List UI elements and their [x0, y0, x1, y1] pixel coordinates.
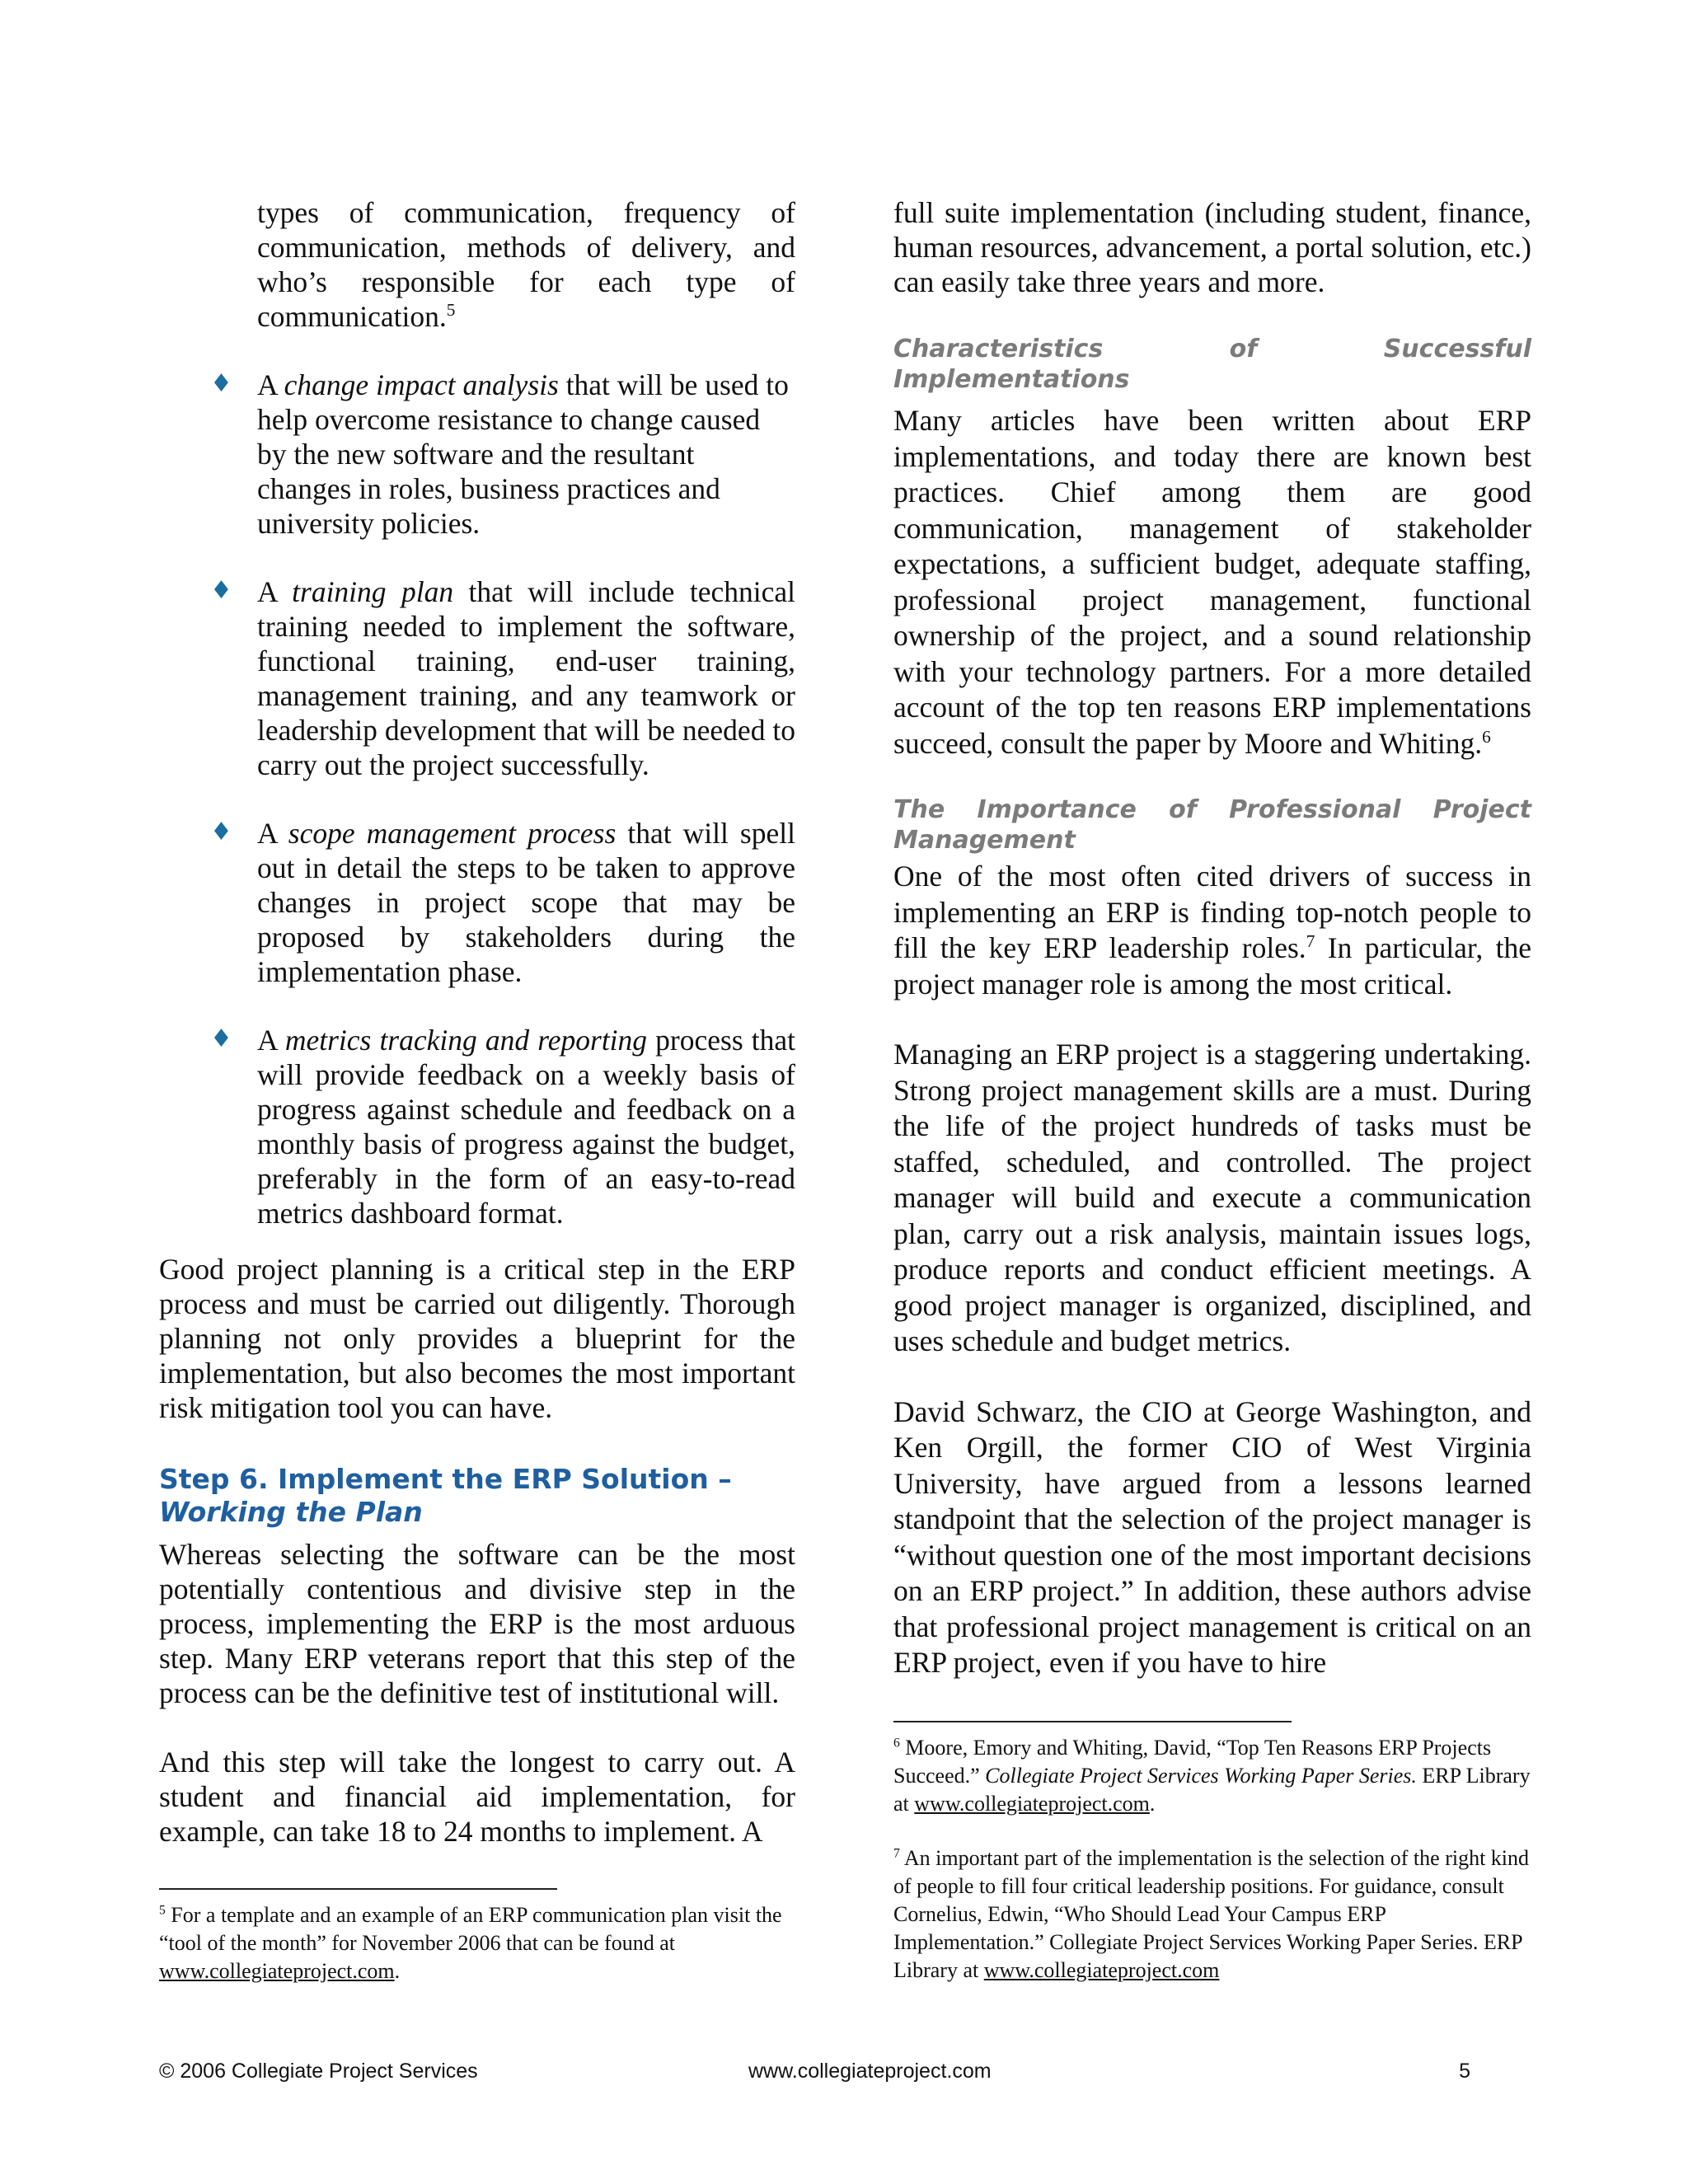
characteristics-paragraph: Many articles have been written about ERP implementations, and today there are known best practices. Chief among them are good communication, management of stakeholder expectations, a sufficient budget, adequate staffing, professional project management, functional ownership of the project, and a sound relationship with your technology partners. For a more detailed account of the top ten reasons ERP implementations succeed, consult the paper by Moore and Whiting.$^6$ [893, 404, 1531, 760]
bullet-training-plan [159, 574, 795, 782]
footer-website[interactable]: www.collegiateproject.com [748, 2060, 992, 2083]
project-management-heading: The Importance of Professional Project Management [893, 795, 1531, 855]
left-column [159, 195, 795, 1985]
footnote-7-link[interactable]: www.collegiateproject.com [983, 1957, 1220, 1982]
footer-copyright: © 2006 Collegiate Project Services [159, 2060, 478, 2083]
step-6-heading: Step 6. Implement the ERP Solution – Working the Plan [159, 1463, 732, 1528]
diamond-bullet-icon: ♦ [210, 369, 232, 398]
footnote-ref-7[interactable]: 7 [1306, 931, 1315, 952]
footnote-divider [159, 1888, 557, 1890]
bullet-scope-management-process [159, 816, 795, 989]
implementation-duration-continuation: full suite implementation (including student, finance, human resources, advancement, a portal solution, etc.) can easily take three years and more. [893, 196, 1531, 298]
bullet-text: A scope management process that will spell out in detail the steps to be taken to approve changes in project scope that may be proposed by stakeholders during the implementation phase. [257, 817, 795, 988]
planning-paragraph: Good project planning is a critical step in the ERP process and must be carried out diligently. Thorough planning not only provides a blueprint for the implementation, but also becomes the most important risk mitigation tool you can have. [159, 1253, 795, 1424]
right-column [893, 195, 1531, 1985]
characteristics-heading: Characteristics of Successful Implementations [893, 335, 1531, 394]
bullet-text: A change impact analysis that will be used to help overcome resistance to change caused by the new software and the resultant changes in roles, business practices and university policies. [257, 368, 789, 540]
schwarz-orgill-paragraph: David Schwarz, the CIO at George Washington, and Ken Orgill, the former CIO of West Virginia University, have argued from a lessons learned standpoint that the selection of the project manager is “without question one of the most important decisions on an ERP project.” In addition, these authors advise that professional project management is critical on an ERP project, even if you have to hire [893, 1394, 1531, 1679]
footnote-divider [893, 1721, 1292, 1722]
diamond-bullet-icon: ♦ [210, 818, 232, 846]
bullet-change-impact-analysis [159, 368, 795, 541]
footnote-ref-6[interactable]: 6 [1482, 726, 1491, 747]
bullet-metrics-tracking [159, 1023, 795, 1230]
footnote-6: $^6$ Moore, Emory and Whiting, David, “Top Ten Reasons ERP Projects Succeed.” Collegiate Project Services Working Paper Series. ERP Library at www.collegiateproject.com. [893, 1735, 1531, 1816]
step-6-paragraph-1: Whereas selecting the software can be the most potentially contentious and divisive step in the process, implementing the ERP is the most arduous step. Many ERP veterans report that this step of the process can be the definitive test of institutional will. [159, 1538, 795, 1709]
footnote-5: $^5$ For a template and an example of an ERP communication plan visit the “tool of the month” for November 2006 that can be found at www.collegiateproject.com. [159, 1903, 782, 1983]
page-footer [159, 2060, 1537, 2088]
footnote-7: $^7$ An important part of the implementation is the selection of the right kind of people to fill four critical leadership positions. For guidance, consult Cornelius, Edwin, “Who Should Lead Your Campus ERP Implementation.” Collegiate Project Services Working Paper Series. ERP Library at www.collegiateproject.com [893, 1845, 1530, 1982]
footnote-ref-5[interactable]: 5 [446, 300, 456, 321]
managing-erp-paragraph: Managing an ERP project is a staggering undertaking. Strong project management skills are a must. During the life of the project hundreds of tasks must be staffed, scheduled, and controlled. The project manager will build and execute a communication plan, carry out a risk analysis, maintain issues logs, produce reports and conduct efficient meetings. A good project manager is organized, disciplined, and uses schedule and budget metrics. [893, 1038, 1531, 1357]
step-6-paragraph-2: And this step will take the longest to carry out. A student and financial aid implementation, for example, can take 18 to 24 months to implement. A [159, 1746, 795, 1848]
project-management-paragraph: One of the most often cited drivers of success in implementing an ERP is finding top-notch people to fill the key ERP leadership roles.$^7$ In particular, the project manager role is among the most critical. [893, 860, 1531, 1001]
footnote-6-link[interactable]: www.collegiateproject.com [914, 1791, 1150, 1816]
diamond-bullet-icon: ♦ [210, 1024, 232, 1053]
communication-plan-continuation: types of communication, frequency of communication, methods of delivery, and who’s responsible for each type of communication.$^5$ [257, 196, 795, 333]
diamond-bullet-icon: ♦ [210, 576, 232, 605]
footnote-5-link[interactable]: www.collegiateproject.com [159, 1959, 395, 1983]
bullet-text: A metrics tracking and reporting process that will provide feedback on a weekly basis of progress against schedule and feedback on a monthly basis of progress against the budget, preferably in the form of an easy-to-read metrics dashboard format. [257, 1024, 795, 1230]
page-number: 5 [1459, 2060, 1470, 2083]
bullet-text: A training plan that will include technical training needed to implement the software, functional training, end-user training, management training, and any teamwork or leadership development that will be needed to carry out the project successfully. [257, 575, 795, 781]
